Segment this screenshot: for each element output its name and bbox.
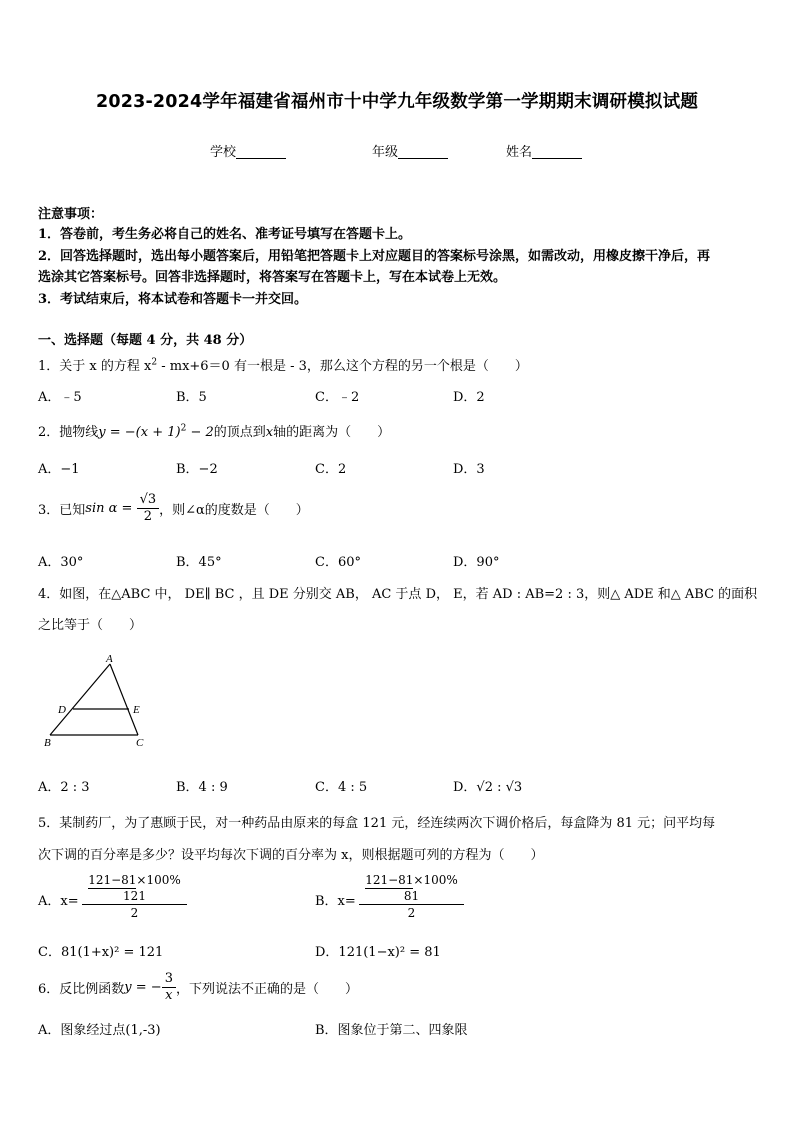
section-heading: 一、选择题（每题 4 分，共 48 分） (38, 333, 253, 348)
q4-option-d[interactable]: D．√2 : √3 (453, 780, 523, 795)
q6-fraction (162, 971, 176, 1004)
q4-option-b[interactable]: B．4 : 9 (176, 780, 228, 795)
q1-option-c[interactable]: C．﹣2 (315, 390, 360, 405)
name-label: 姓名 (506, 145, 533, 160)
q2-expression-tail: − 2 (186, 425, 214, 440)
q3-numerator: √3 (137, 492, 160, 509)
q6-option-a[interactable]: A．图象经过点(1,-3) (38, 1023, 161, 1038)
q5-a-inner-numerator: 121−81 (88, 873, 137, 887)
q3-text-post: ，则∠α的度数是（ ） (159, 503, 309, 518)
q1-option-d[interactable]: D．2 (453, 390, 485, 405)
q6-denominator: x (165, 988, 173, 1003)
q5-b-label: B．x= (315, 894, 356, 909)
q5-option-d[interactable]: D．121(1−x)² = 81 (315, 945, 441, 960)
page-title: 2023-2024学年福建省福州市十中学九年级数学第一学期期末调研模拟试题 (95, 92, 699, 112)
q2-option-c[interactable]: C．2 (315, 462, 347, 477)
question-6 (38, 971, 358, 1004)
q3-option-b[interactable]: B．45° (176, 555, 222, 570)
label-c: C (136, 737, 144, 749)
label-e: E (133, 704, 140, 716)
grade-blank (398, 144, 448, 159)
q3-fraction (137, 492, 160, 525)
q5-option-c[interactable]: C．81(1+x)² = 121 (38, 945, 164, 960)
q2-option-d[interactable]: D．3 (453, 462, 485, 477)
q3-sin-expression: sin α = (85, 501, 133, 516)
question-5-line-2: 次下调的百分率是多少？设平均每次下调的百分率为 x，则根据题可列的方程为（ ） (38, 848, 544, 863)
q2-text-post: 轴的距离为（ ） (273, 425, 391, 440)
q6-option-b[interactable]: B．图象位于第二、四象限 (315, 1023, 468, 1038)
school-field (210, 141, 286, 160)
q2-variable: x (265, 425, 274, 440)
q5-a-outer-denominator: 2 (130, 906, 139, 920)
name-blank (532, 144, 582, 159)
q3-denominator: 2 (143, 509, 152, 524)
notice-item-2a: 2．回答选择题时，选出每小题答案后，用铅笔把答题卡上对应题目的答案标号涂黑，如需改动，用橡皮擦干净后，再 (38, 249, 711, 264)
q6-lhs: y = − (124, 980, 162, 995)
label-d: D (58, 704, 66, 716)
q4-triangle-figure (36, 650, 156, 750)
q6-text-pre: 6．反比例函数 (38, 982, 125, 997)
label-b: B (44, 737, 51, 749)
notice-heading: 注意事项： (38, 207, 104, 222)
label-a: A (106, 653, 113, 665)
q5-b-percent: ×100% (413, 873, 458, 887)
question-2 (38, 421, 390, 440)
q5-a-label: A．x= (38, 894, 79, 909)
q6-numerator: 3 (162, 971, 176, 988)
q5-a-inner-denominator: 121 (82, 889, 187, 905)
q2-text-mid: 的顶点到 (213, 425, 266, 440)
question-5-line-1: 5．某制药厂，为了惠顾于民，对一种药品由原来的每盒 121 元，经连续两次下调价格后，每盒降为 81 元；问平均每 (38, 816, 716, 831)
q4-option-a[interactable]: A．2 : 3 (38, 780, 90, 795)
school-blank (236, 144, 286, 159)
q3-text-pre: 3．已知 (38, 503, 86, 518)
q1-text-post: - mx+6＝0 有一根是 - 3，那么这个方程的另一个根是（ ） (157, 359, 528, 374)
grade-label: 年级 (372, 145, 399, 160)
question-1 (38, 355, 528, 374)
grade-field (372, 141, 448, 160)
notice-item-2b: 选涂其它答案标号。回答非选择题时，将答案写在答题卡上，写在本试卷上无效。 (38, 270, 507, 285)
q3-option-d[interactable]: D．90° (453, 555, 500, 570)
q4-option-c[interactable]: C．4 : 5 (315, 780, 368, 795)
question-4-line-2: 之比等于（ ） (38, 618, 143, 633)
q5-a-percent: ×100% (136, 873, 181, 887)
q1-exponent: 2 (151, 357, 158, 368)
side-ac (110, 664, 138, 735)
q2-exponent: 2 (180, 423, 187, 434)
school-label: 学校 (210, 145, 237, 160)
q2-option-a[interactable]: A．−1 (38, 462, 80, 477)
question-3 (38, 492, 309, 525)
notice-item-3: 3．考试结束后，将本试卷和答题卡一并交回。 (38, 292, 308, 307)
q1-option-b[interactable]: B．5 (176, 390, 207, 405)
name-field (506, 141, 582, 160)
q5-b-inner-numerator: 121−81 (365, 873, 414, 887)
q2-option-b[interactable]: B．−2 (176, 462, 218, 477)
notice-item-1: 1．答卷前，考生务必将自己的姓名、准考证号填写在答题卡上。 (38, 227, 412, 242)
q5-b-outer-denominator: 2 (407, 906, 416, 920)
q5-b-inner-denominator: 81 (359, 889, 464, 905)
q2-text-pre: 2．抛物线 (38, 425, 99, 440)
q2-expression: y = −(x + 1) (98, 425, 181, 440)
q1-text-pre: 1．关于 x 的方程 x (38, 359, 152, 374)
q3-option-c[interactable]: C．60° (315, 555, 361, 570)
question-4-line-1: 4．如图，在△ABC 中， DE∥ BC ，且 DE 分别交 AB， AC 于点 D， E，若 AD : AB=2 : 3，则△ ADE 和△ ABC 的面积 (38, 587, 758, 602)
q3-option-a[interactable]: A．30° (38, 555, 84, 570)
side-ab (50, 664, 110, 735)
q6-text-post: ，下列说法不正确的是（ ） (175, 982, 358, 997)
q1-option-a[interactable]: A．﹣5 (38, 390, 82, 405)
